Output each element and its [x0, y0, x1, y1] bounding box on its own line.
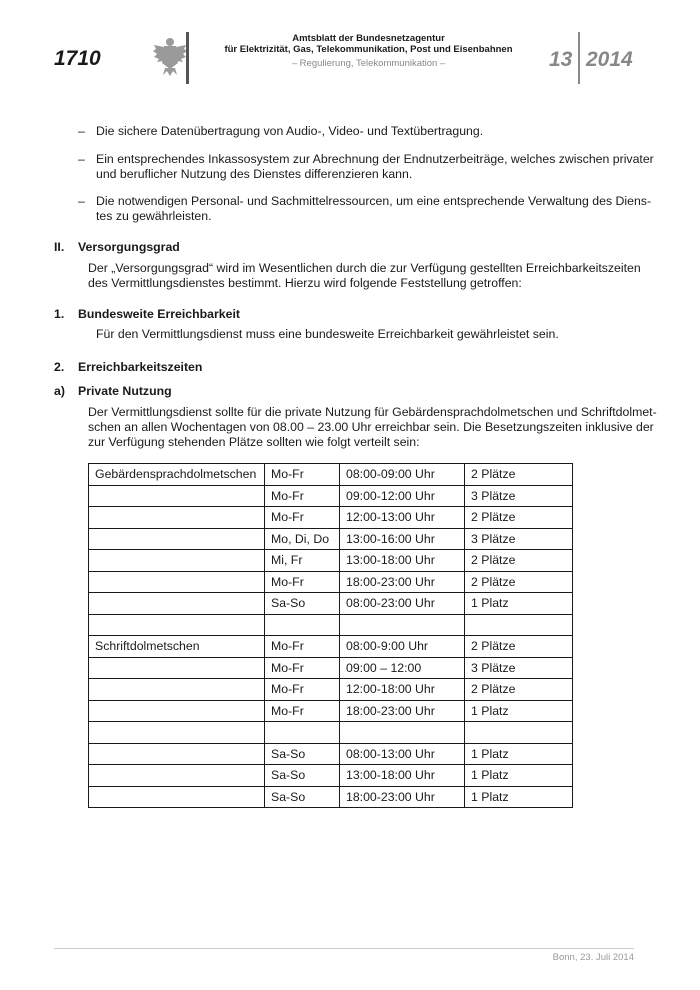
federal-eagle-icon	[152, 33, 188, 77]
service-cell	[89, 700, 265, 722]
seats-cell: 1 Platz	[465, 786, 573, 808]
page-number: 1710	[54, 47, 101, 70]
paragraph-line: des Vermittlungsdienstes bestimmt. Hierzu wird folgende Feststellung getroffen:	[88, 276, 522, 290]
days-cell: Mo-Fr	[265, 636, 340, 658]
paragraph-line: zur Verfügung stehenden Plätze sollten wie folgt verteilt sein:	[88, 435, 420, 449]
time-cell: 18:00-23:00 Uhr	[340, 786, 465, 808]
time-cell: 18:00-23:00 Uhr	[340, 571, 465, 593]
paragraph-line: schen an allen Wochentagen von 08.00 – 23.00 Uhr erreichbar sein. Die Besetzungszeiten inklusive der	[88, 420, 654, 434]
bullet-dash: –	[78, 194, 85, 208]
publication-title-line1: Amtsblatt der Bundesnetzagentur	[292, 33, 445, 44]
seats-cell: 2 Plätze	[465, 507, 573, 529]
table-row	[89, 464, 573, 486]
section-number: 2.	[54, 360, 65, 374]
service-cell	[89, 485, 265, 507]
bullet-line: tes zu gewährleisten.	[96, 209, 212, 223]
paragraph-line: Für den Vermittlungsdienst muss eine bundesweite Erreichbarkeit gewährleistet sein.	[96, 327, 559, 341]
table-row	[89, 786, 573, 808]
bullet-dash: –	[78, 152, 85, 166]
section-heading: Erreichbarkeitszeiten	[78, 360, 203, 374]
days-cell: Mo-Fr	[265, 464, 340, 486]
days-cell	[265, 614, 340, 636]
seats-cell: 1 Platz	[465, 593, 573, 615]
table-row	[89, 700, 573, 722]
seats-cell: 2 Plätze	[465, 550, 573, 572]
section-paragraph	[96, 327, 634, 342]
bullet-line: Ein entsprechendes Inkassosystem zur Abrechnung der Endnutzerbeiträge, welches zwischen privater	[96, 152, 654, 166]
service-cell	[89, 657, 265, 679]
service-cell	[89, 722, 265, 744]
service-cell	[89, 550, 265, 572]
time-cell: 08:00-9:00 Uhr	[340, 636, 465, 658]
subsection-heading: Private Nutzung	[78, 384, 172, 398]
section-paragraph	[88, 405, 657, 450]
service-cell	[89, 614, 265, 636]
table-row	[89, 657, 573, 679]
table-row	[89, 507, 573, 529]
schedule-table	[88, 463, 573, 808]
paragraph-line: Der Vermittlungsdienst sollte für die private Nutzung für Gebärdensprachdolmetschen und Schriftdolmet-	[88, 405, 657, 419]
service-cell	[89, 743, 265, 765]
table-row	[89, 765, 573, 787]
bullet-text	[96, 124, 634, 139]
time-cell: 13:00-18:00 Uhr	[340, 550, 465, 572]
service-cell	[89, 765, 265, 787]
time-cell: 08:00-09:00 Uhr	[340, 464, 465, 486]
section-number: 1.	[54, 307, 65, 321]
bullet-line: Die sichere Datenübertragung von Audio-, Video- und Textübertragung.	[96, 124, 484, 138]
service-cell	[89, 528, 265, 550]
service-cell	[89, 593, 265, 615]
schedule-table-body	[89, 464, 573, 808]
table-row	[89, 571, 573, 593]
service-cell: Gebärdensprachdolmetschen	[89, 464, 265, 486]
time-cell: 12:00-13:00 Uhr	[340, 507, 465, 529]
seats-cell	[465, 614, 573, 636]
table-row	[89, 485, 573, 507]
days-cell: Mo-Fr	[265, 507, 340, 529]
days-cell: Sa-So	[265, 765, 340, 787]
seats-cell: 1 Platz	[465, 765, 573, 787]
days-cell: Mo-Fr	[265, 657, 340, 679]
section-number: II.	[54, 240, 65, 254]
seats-cell: 3 Plätze	[465, 485, 573, 507]
subsection-number: a)	[54, 384, 65, 398]
seats-cell: 2 Plätze	[465, 636, 573, 658]
time-cell: 12:00-18:00 Uhr	[340, 679, 465, 701]
issue-number: 13	[549, 48, 573, 71]
service-cell: Schriftdolmetschen	[89, 636, 265, 658]
table-row	[89, 722, 573, 744]
time-cell: 09:00-12:00 Uhr	[340, 485, 465, 507]
time-cell	[340, 614, 465, 636]
seats-cell	[465, 722, 573, 744]
table-row	[89, 550, 573, 572]
bullet-text	[96, 152, 654, 182]
days-cell: Sa-So	[265, 786, 340, 808]
days-cell: Mo-Fr	[265, 679, 340, 701]
days-cell: Sa-So	[265, 593, 340, 615]
table-row	[89, 593, 573, 615]
issue-year: 2014	[586, 48, 633, 71]
bullet-line: Die notwendigen Personal- und Sachmittelressourcen, um eine entsprechende Verwaltung des Diens-	[96, 194, 652, 208]
section-heading: Bundesweite Erreichbarkeit	[78, 307, 240, 321]
seats-cell: 2 Plätze	[465, 679, 573, 701]
time-cell: 13:00-16:00 Uhr	[340, 528, 465, 550]
issue-separator	[578, 32, 580, 84]
section-subtitle: – Regulierung, Telekommunikation –	[291, 58, 446, 69]
bullet-dash: –	[78, 124, 85, 138]
table-row	[89, 679, 573, 701]
service-cell	[89, 786, 265, 808]
days-cell: Mo-Fr	[265, 700, 340, 722]
paragraph-line: Der „Versorgungsgrad“ wird im Wesentlichen durch die zur Verfügung gestellten Erreichbarkeitszeiten	[88, 261, 641, 275]
footer-rule	[54, 948, 634, 949]
days-cell: Mi, Fr	[265, 550, 340, 572]
table-row	[89, 743, 573, 765]
table-row	[89, 636, 573, 658]
seats-cell: 3 Plätze	[465, 528, 573, 550]
service-cell	[89, 571, 265, 593]
service-cell	[89, 507, 265, 529]
seats-cell: 1 Platz	[465, 743, 573, 765]
table-row	[89, 614, 573, 636]
days-cell	[265, 722, 340, 744]
section-heading: Versorgungsgrad	[78, 240, 180, 254]
time-cell: 18:00-23:00 Uhr	[340, 700, 465, 722]
days-cell: Mo-Fr	[265, 485, 340, 507]
days-cell: Mo-Fr	[265, 571, 340, 593]
service-cell	[89, 679, 265, 701]
seats-cell: 2 Plätze	[465, 571, 573, 593]
publication-title-line2: für Elektrizität, Gas, Telekommunikation, Post und Eisenbahnen	[224, 44, 513, 55]
bullet-line: und beruflicher Nutzung des Dienstes differenzieren kann.	[96, 167, 413, 181]
seats-cell: 3 Plätze	[465, 657, 573, 679]
header-rule	[186, 32, 189, 84]
table-row	[89, 528, 573, 550]
seats-cell: 2 Plätze	[465, 464, 573, 486]
seats-cell: 1 Platz	[465, 700, 573, 722]
bullet-text	[96, 194, 652, 224]
section-paragraph	[88, 261, 641, 291]
days-cell: Mo, Di, Do	[265, 528, 340, 550]
time-cell: 08:00-13:00 Uhr	[340, 743, 465, 765]
days-cell: Sa-So	[265, 743, 340, 765]
time-cell	[340, 722, 465, 744]
time-cell: 13:00-18:00 Uhr	[340, 765, 465, 787]
footer-date: Bonn, 23. Juli 2014	[552, 952, 634, 963]
time-cell: 09:00 – 12:00	[340, 657, 465, 679]
time-cell: 08:00-23:00 Uhr	[340, 593, 465, 615]
